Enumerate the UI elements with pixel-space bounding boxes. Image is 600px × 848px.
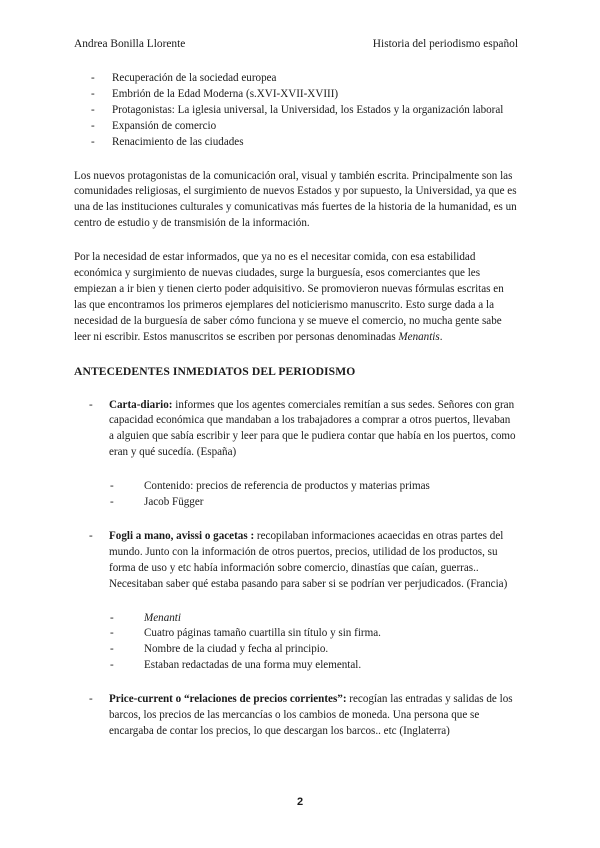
page-number: 2 bbox=[296, 796, 304, 808]
paragraph-burguesia-end: . bbox=[439, 330, 443, 343]
list-item: - Jacob Függer bbox=[74, 495, 518, 511]
fogli-sublist bbox=[74, 611, 518, 675]
page-body bbox=[74, 71, 518, 740]
desc-fogli: recopilaban informaciones acaecidas en otras partes del mundo. Junto con la información de otros puertos, precios, utilidad de los productos, su forma de uso y etc había información sobre comercio, dinastías que caían, guerras.. Necesitaban saber qué estaba pasando para saber si se podrían ver perjudicados. (Francia) bbox=[109, 529, 508, 590]
carta-sublist bbox=[74, 479, 518, 511]
desc-carta-diario: informes que los agentes comerciales remitían a sus sedes. Señores con gran capacidad económica que mandaban a los trabajadores a comprar a otros puertos, llevaban a alguien que sabía escribir y leer para que le pudiera contar que había en los puertos, como eran y qué sucedía. (España) bbox=[109, 398, 516, 459]
list-item: - Contenido: precios de referencia de productos y materias primas bbox=[74, 479, 518, 495]
list-item: - Nombre de la ciudad y fecha al principio. bbox=[74, 642, 518, 658]
paragraph-protagonists: Los nuevos protagonistas de la comunicación oral, visual y también escrita. Principalmente son las comunidades religiosas, el surgimiento de nuevos Estados y por supuesto, la Universidad, ya que es una de las instituciones culturales y comunicativas más fuertes de la historia de la humanidad, es un centro de estudio y de transmisión de la información. bbox=[74, 169, 517, 230]
item-price-current bbox=[74, 692, 518, 740]
list-item-menanti: - Menanti bbox=[74, 611, 518, 627]
list-item: - Embrión de la Edad Moderna (s.XVI-XVII-XVIII) bbox=[74, 87, 518, 103]
intro-list bbox=[74, 71, 518, 151]
list-item: - Protagonistas: La iglesia universal, la Universidad, los Estados y la organización laboral bbox=[74, 103, 518, 119]
list-item: - Recuperación de la sociedad europea bbox=[74, 71, 518, 87]
antecedentes-list bbox=[74, 398, 518, 462]
menantis-term: Menantis bbox=[398, 330, 440, 343]
paragraph-burguesia bbox=[74, 250, 518, 345]
section-heading: ANTECEDENTES INMEDIATOS DEL PERIODISMO bbox=[74, 364, 356, 378]
antecedentes-list-2 bbox=[74, 529, 518, 593]
desc-price-current: recogían las entradas y salidas de los barcos, los precios de las mercancías o los cambios de moneda. Una persona que se encargaba de contar los precios, lo que descargan los barcos.. etc (Inglaterra) bbox=[109, 693, 513, 737]
list-item: - Expansión de comercio bbox=[74, 119, 518, 135]
item-carta-diario bbox=[74, 398, 518, 462]
list-item: - Cuatro páginas tamaño cuartilla sin título y sin firma. bbox=[74, 626, 518, 642]
item-fogli bbox=[74, 529, 518, 593]
list-item: - Estaban redactadas de una forma muy elemental. bbox=[74, 658, 518, 674]
antecedentes-list-3 bbox=[74, 692, 518, 740]
term-carta-diario: Carta-diario: bbox=[109, 398, 173, 411]
term-price-current: Price-current o “relaciones de precios corrientes”: bbox=[109, 693, 347, 706]
page-header bbox=[74, 38, 518, 54]
list-item: - Renacimiento de las ciudades bbox=[74, 135, 518, 151]
header-course-title: Historia del periodismo español bbox=[372, 38, 518, 50]
header-author: Andrea Bonilla Llorente bbox=[74, 38, 186, 50]
term-fogli: Fogli a mano, avissi o gacetas : bbox=[109, 529, 255, 542]
paragraph-burguesia-text: Por la necesidad de estar informados, que ya no es el necesitar comida, con esa estabilidad económica y surgimiento de nuevas ciudades, surge la burguesía, esos comerciantes que les empiezan a ir bien y tienen cierto poder adquisitivo. Se promovieron nuevas fórmulas escritas en las que encontramos los primeros ejemplares del noticierismo manuscrito. Esto surge dada a la necesidad de la burguesía de saber cómo funciona y se mueve el comercio, no mucha gente sabe leer ni escribir. Estos manuscritos se escriben por personas denominadas bbox=[74, 251, 504, 343]
